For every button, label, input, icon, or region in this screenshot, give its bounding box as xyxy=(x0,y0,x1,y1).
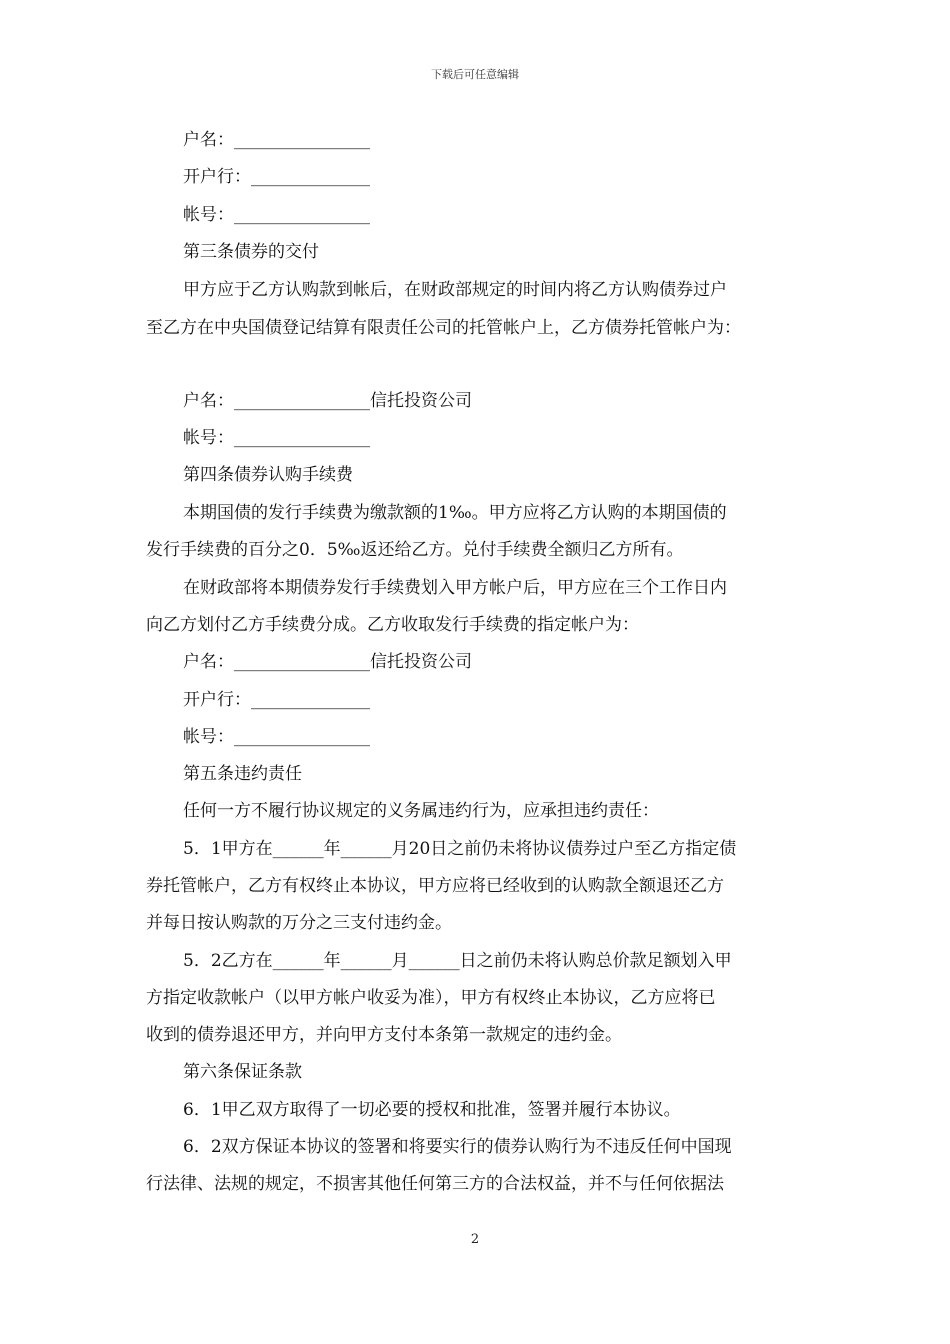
clause-6-2-text-2: 行法律、法规的规定，不损害其他任何第三方的合法权益，并不与任何依据法 xyxy=(146,1174,724,1194)
clause-5-2-text-3: 收到的债券退还甲方，并向甲方支付本条第一款规定的违约金。 xyxy=(146,1025,622,1045)
article-3-text-1: 甲方应于乙方认购款到帐后，在财政部规定的时间内将乙方认购债券过户 xyxy=(183,280,727,300)
account-number-line-2: 帐号：________________ xyxy=(183,428,370,448)
clause-6-2-text-1: 6．2双方保证本协议的签署和将要实行的债券认购行为不违反任何中国现 xyxy=(183,1137,732,1157)
clause-5-1-text-3: 并每日按认购款的万分之三支付违约金。 xyxy=(146,913,452,933)
article-3-text-2: 至乙方在中央国债登记结算有限责任公司的托管帐户上，乙方债券托管帐户为： xyxy=(146,318,741,338)
article-4-text-2: 发行手续费的百分之0．5‰返还给乙方。兑付手续费全额归乙方所有。 xyxy=(146,540,684,560)
bank-line-3: 开户行：______________ xyxy=(183,690,370,710)
account-number-line-1: 帐号：________________ xyxy=(183,205,370,225)
clause-5-2-text-1: 5．2乙方在______年______月______日之前仍未将认购总价款足额划入甲 xyxy=(183,951,732,971)
account-number-line-3: 帐号：________________ xyxy=(183,727,370,747)
account-name-line-1: 户名：________________ xyxy=(183,130,370,150)
article-6-heading: 第六条保证条款 xyxy=(183,1062,302,1082)
article-5-heading: 第五条违约责任 xyxy=(183,764,302,784)
account-name-line-3: 户名：________________信托投资公司 xyxy=(183,652,472,672)
article-5-text-1: 任何一方不履行协议规定的义务属违约行为，应承担违约责任： xyxy=(183,801,659,821)
article-4-text-4: 向乙方划付乙方手续费分成。乙方收取发行手续费的指定帐户为： xyxy=(146,615,639,635)
article-4-text-1: 本期国债的发行手续费为缴款额的1‰。甲方应将乙方认购的本期国债的 xyxy=(183,503,727,523)
article-3-heading: 第三条债券的交付 xyxy=(183,242,319,262)
clause-5-2-text-2: 方指定收款帐户（以甲方帐户收妥为准），甲方有权终止本协议，乙方应将已 xyxy=(146,988,716,1008)
page-number: 2 xyxy=(470,1232,480,1247)
page-header: 下载后可任意编辑 xyxy=(431,68,519,81)
article-4-text-3: 在财政部将本期债券发行手续费划入甲方帐户后，甲方应在三个工作日内 xyxy=(183,578,727,598)
clause-5-1-text-1: 5．1甲方在______年______月20日之前仍未将协议债券过户至乙方指定债 xyxy=(183,839,737,859)
clause-5-1-text-2: 券托管帐户，乙方有权终止本协议，甲方应将已经收到的认购款全额退还乙方 xyxy=(146,876,724,896)
bank-line-1: 开户行：______________ xyxy=(183,167,370,187)
article-4-heading: 第四条债券认购手续费 xyxy=(183,465,353,485)
clause-6-1-text: 6．1甲乙双方取得了一切必要的授权和批准，签署并履行本协议。 xyxy=(183,1100,681,1120)
account-name-line-2: 户名：________________信托投资公司 xyxy=(183,391,472,411)
